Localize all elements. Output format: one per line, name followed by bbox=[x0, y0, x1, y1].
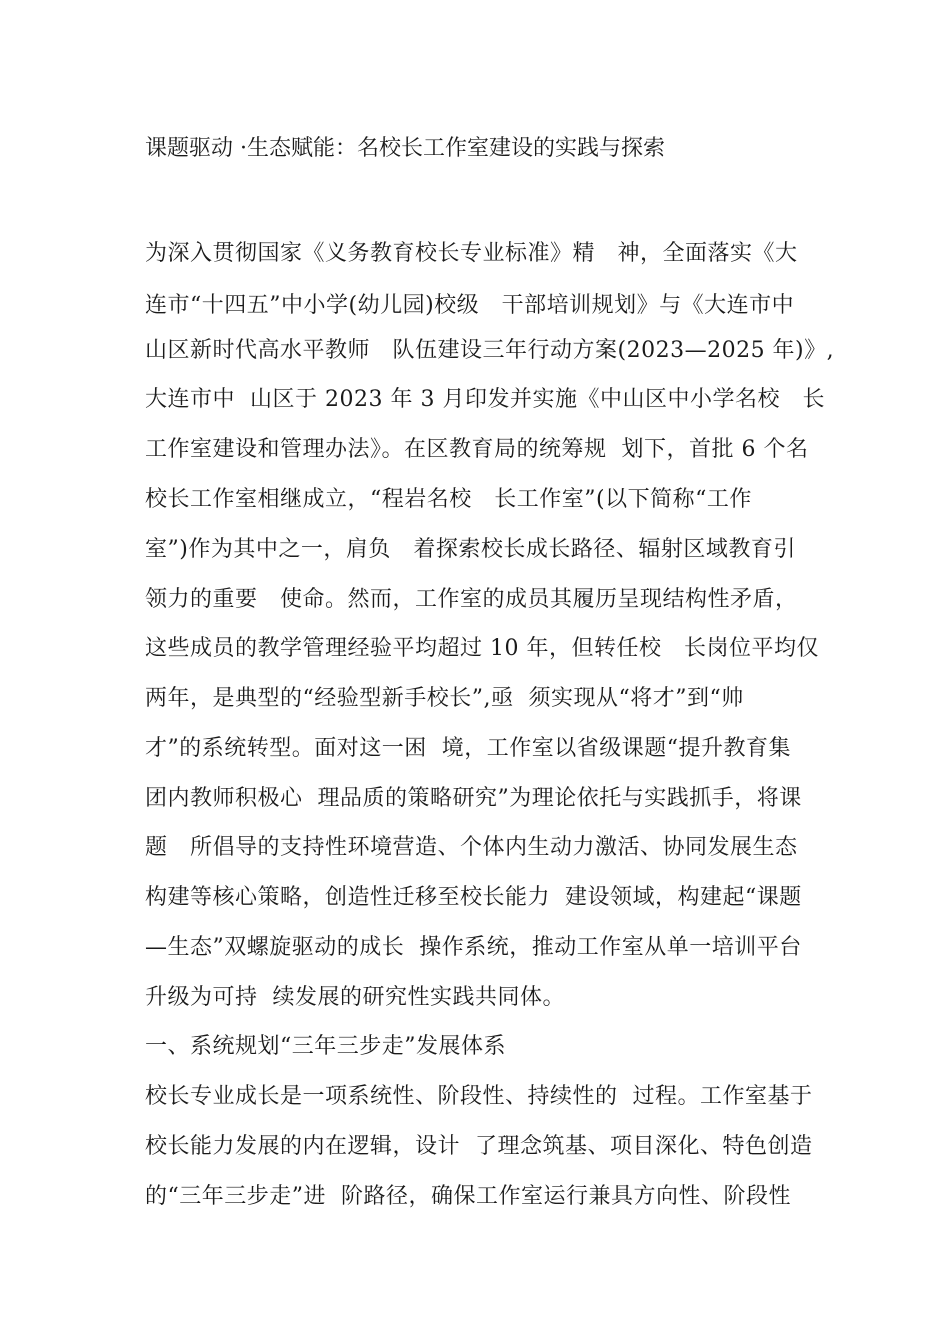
document-title: 课题驱动 ·生态赋能：名校长工作室建设的实践与探索 bbox=[145, 136, 665, 161]
paragraph-line: —生态”双螺旋驱动的成长 操作系统，推动工作室从单一培训平台 bbox=[145, 935, 802, 960]
paragraph-line: 山区新时代高水平教师 队伍建设三年行动方案(2023—2025 年)》, bbox=[145, 338, 835, 363]
paragraph-line: 连市“十四五”中小学(幼儿园)校级 干部培训规划》与《大连市中 bbox=[145, 293, 795, 318]
paragraph-line: 题 所倡导的支持性环境营造、个体内生动力激活、协同发展生态 bbox=[145, 835, 798, 860]
paragraph-line: 这些成员的教学管理经验平均超过 10 年，但转任校 长岗位平均仅 bbox=[145, 636, 819, 661]
paragraph-line: 构建等核心策略，创造性迁移至校长能力 建设领域，构建起“课题 bbox=[145, 885, 802, 910]
paragraph-line: 才”的系统转型。面对这一困 境，工作室以省级课题“提升教育集 bbox=[145, 736, 791, 761]
paragraph-line: 团内教师积极心 理品质的策略研究”为理论依托与实践抓手，将课 bbox=[145, 786, 802, 811]
paragraph-line: 的“三年三步走”进 阶路径，确保工作室运行兼具方向性、阶段性 bbox=[145, 1184, 791, 1209]
paragraph-line: 室”)作为其中之一，肩负 着探索校长成长路径、辐射区域教育引 bbox=[145, 537, 796, 562]
paragraph-line: 为深入贯彻国家《义务教育校长专业标准》精 神，全面落实《大 bbox=[145, 241, 798, 266]
paragraph-line: 校长能力发展的内在逻辑，设计 了理念筑基、项目深化、特色创造 bbox=[145, 1134, 813, 1159]
paragraph-line: 大连市中 山区于 2023 年 3 月印发并实施《中山区中小学名校 长 bbox=[145, 387, 825, 412]
paragraph-line: 工作室建设和管理办法》。在区教育局的统筹规 划下，首批 6 个名 bbox=[145, 437, 809, 462]
paragraph-line: 两年，是典型的“经验型新手校长”,亟 须实现从“将才”到“帅 bbox=[145, 686, 744, 711]
section-heading: 一、系统规划“三年三步走”发展体系 bbox=[145, 1034, 506, 1059]
paragraph-line: 升级为可持 续发展的研究性实践共同体。 bbox=[145, 985, 565, 1010]
paragraph-line: 领力的重要 使命。然而，工作室的成员其履历呈现结构性矛盾， bbox=[145, 587, 798, 612]
paragraph-line: 校长专业成长是一项系统性、阶段性、持续性的 过程。工作室基于 bbox=[145, 1084, 813, 1109]
paragraph-line: 校长工作室相继成立，“程岩名校 长工作室”(以下简称“工作 bbox=[145, 487, 752, 512]
